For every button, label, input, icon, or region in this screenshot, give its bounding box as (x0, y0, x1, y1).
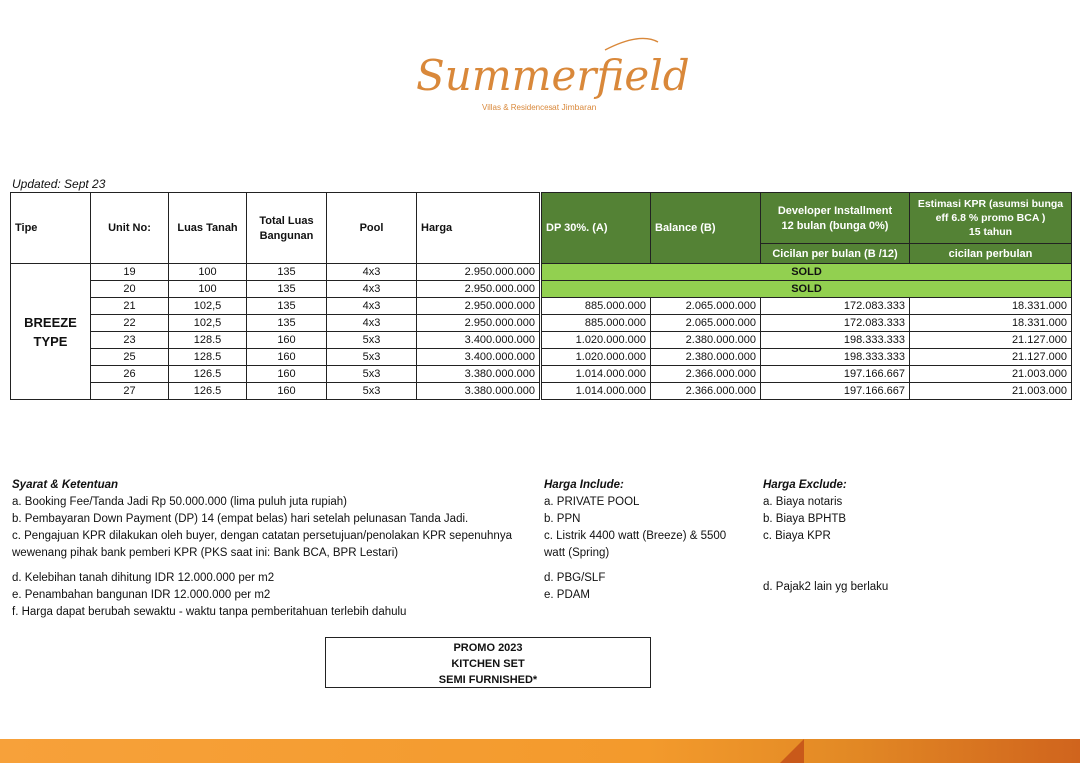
luas-tanah: 126.5 (169, 366, 247, 383)
header-kpr-sub: cicilan perbulan (910, 244, 1072, 264)
exclude-item-d: d. Pajak2 lain yg berlaku (763, 581, 889, 593)
luas-bangunan: 160 (247, 366, 327, 383)
syarat-item-e: e. Penambahan bangunan IDR 12.000.000 per m2 (12, 589, 271, 601)
harga: 2.950.000.000 (417, 264, 541, 281)
developer-installment: 198.333.333 (761, 332, 910, 349)
unit-no: 27 (91, 383, 169, 400)
kpr-estimate: 21.127.000 (910, 332, 1072, 349)
balance-value: 2.065.000.000 (651, 315, 761, 332)
luas-bangunan: 160 (247, 349, 327, 366)
exclude-title: Harga Exclude: (763, 479, 847, 491)
luas-tanah: 102,5 (169, 315, 247, 332)
include-item-b: b. PPN (544, 513, 581, 525)
dp-value: 885.000.000 (541, 298, 651, 315)
sold-badge: SOLD (541, 264, 1072, 281)
pool-size: 4x3 (327, 264, 417, 281)
harga: 2.950.000.000 (417, 281, 541, 298)
pool-size: 4x3 (327, 281, 417, 298)
table-row (11, 366, 1072, 383)
luas-tanah: 100 (169, 281, 247, 298)
harga: 3.380.000.000 (417, 383, 541, 400)
include-title: Harga Include: (544, 479, 624, 491)
include-item-c2: watt (Spring) (544, 547, 610, 559)
header-kpr-line3: 15 tahun (968, 226, 1013, 238)
harga: 3.400.000.000 (417, 349, 541, 366)
table-row (11, 383, 1072, 400)
header-total-luas (247, 193, 327, 264)
dp-value: 1.014.000.000 (541, 366, 651, 383)
table-row (11, 349, 1072, 366)
pool-size: 5x3 (327, 383, 417, 400)
dp-value: 1.020.000.000 (541, 332, 651, 349)
include-item-d: d. PBG/SLF (544, 572, 606, 584)
header-balance: Balance (B) (651, 193, 761, 264)
header-kpr-line2: eff 6.8 % promo BCA ) (935, 212, 1046, 224)
dp-value: 1.014.000.000 (541, 383, 651, 400)
table-row (11, 315, 1072, 332)
type-label-line2: TYPE (33, 333, 68, 349)
balance-value: 2.380.000.000 (651, 332, 761, 349)
syarat-item-f: f. Harga dapat berubah sewaktu - waktu tanpa pemberitahuan terlebih dahulu (12, 606, 407, 618)
developer-installment: 172.083.333 (761, 315, 910, 332)
header-pool: Pool (327, 193, 417, 264)
pool-size: 4x3 (327, 315, 417, 332)
balance-value: 2.380.000.000 (651, 349, 761, 366)
header-harga: Harga (417, 193, 541, 264)
header-dev-sub: Cicilan per bulan (B /12) (761, 244, 910, 264)
table-row (11, 298, 1072, 315)
balance-value: 2.366.000.000 (651, 383, 761, 400)
promo-line2: KITCHEN SET (451, 658, 525, 670)
logo-tagline-right: at Jimbaran (552, 102, 597, 112)
updated-date: Updated: Sept 23 (12, 177, 106, 191)
pool-size: 5x3 (327, 349, 417, 366)
kpr-estimate: 18.331.000 (910, 315, 1072, 332)
promo-line1: PROMO 2023 (453, 642, 523, 654)
unit-no: 25 (91, 349, 169, 366)
luas-bangunan: 135 (247, 315, 327, 332)
developer-installment: 198.333.333 (761, 349, 910, 366)
type-label (11, 264, 91, 400)
syarat-ketentuan (12, 477, 512, 621)
footer-band-accent (780, 739, 804, 763)
footer-band (0, 739, 1080, 763)
header-developer-installment (761, 193, 910, 244)
header-dev-line1: Developer Installment (777, 204, 893, 217)
header-unit-no: Unit No: (91, 193, 169, 264)
price-table (10, 192, 1072, 400)
luas-bangunan: 135 (247, 281, 327, 298)
include-item-e: e. PDAM (544, 589, 591, 601)
kpr-estimate: 21.127.000 (910, 349, 1072, 366)
header-dp: DP 30%. (A) (541, 193, 651, 264)
developer-installment: 197.166.667 (761, 383, 910, 400)
logo-brand: Summerfield (416, 51, 690, 100)
unit-no: 26 (91, 366, 169, 383)
table-row (11, 332, 1072, 349)
header-estimasi-kpr (910, 193, 1072, 244)
harga: 2.950.000.000 (417, 298, 541, 315)
syarat-item-c2: wewenang pihak bank pemberi KPR (PKS saat ini: Bank BCA, BPR Lestari) (12, 547, 399, 559)
harga: 3.380.000.000 (417, 366, 541, 383)
harga-exclude (763, 477, 888, 596)
harga: 2.950.000.000 (417, 315, 541, 332)
table-row (11, 281, 1072, 298)
harga: 3.400.000.000 (417, 332, 541, 349)
promo-box (325, 637, 651, 688)
type-label-line1: BREEZE (24, 314, 77, 330)
balance-value: 2.366.000.000 (651, 366, 761, 383)
luas-tanah: 126.5 (169, 383, 247, 400)
developer-installment: 197.166.667 (761, 366, 910, 383)
luas-tanah: 128.5 (169, 349, 247, 366)
luas-bangunan: 160 (247, 383, 327, 400)
promo-line3: SEMI FURNISHED* (438, 674, 538, 686)
header-kpr-line1: Estimasi KPR (asumsi bunga (917, 198, 1064, 210)
luas-tanah: 128.5 (169, 332, 247, 349)
logo-tagline-left: Villas & Residences (482, 103, 553, 112)
dp-value: 885.000.000 (541, 315, 651, 332)
harga-include (544, 477, 726, 604)
header-total-luas-line2: Bangunan (259, 229, 314, 242)
luas-bangunan: 160 (247, 332, 327, 349)
include-item-a: a. PRIVATE POOL (544, 496, 640, 508)
luas-bangunan: 135 (247, 264, 327, 281)
include-item-c1: c. Listrik 4400 watt (Breeze) & 5500 (544, 530, 727, 542)
table-row (11, 264, 1072, 281)
luas-bangunan: 135 (247, 298, 327, 315)
unit-no: 22 (91, 315, 169, 332)
dp-value: 1.020.000.000 (541, 349, 651, 366)
pool-size: 5x3 (327, 332, 417, 349)
exclude-item-c: c. Biaya KPR (763, 530, 831, 542)
syarat-title: Syarat & Ketentuan (12, 479, 119, 491)
luas-tanah: 102,5 (169, 298, 247, 315)
header-luas-tanah: Luas Tanah (169, 193, 247, 264)
developer-installment: 172.083.333 (761, 298, 910, 315)
unit-no: 19 (91, 264, 169, 281)
syarat-item-d: d. Kelebihan tanah dihitung IDR 12.000.000 per m2 (12, 572, 275, 584)
unit-no: 20 (91, 281, 169, 298)
syarat-item-c1: c. Pengajuan KPR dilakukan oleh buyer, dengan catatan persetujuan/penolakan KPR sepenuhnya (12, 530, 512, 542)
pool-size: 4x3 (327, 298, 417, 315)
sold-badge: SOLD (541, 281, 1072, 298)
unit-no: 23 (91, 332, 169, 349)
header-dev-line2: 12 bulan (bunga 0%) (781, 219, 889, 232)
header-total-luas-line1: Total Luas (259, 214, 314, 227)
exclude-item-a: a. Biaya notaris (763, 496, 843, 508)
exclude-item-b: b. Biaya BPHTB (763, 513, 847, 525)
luas-tanah: 100 (169, 264, 247, 281)
kpr-estimate: 21.003.000 (910, 366, 1072, 383)
unit-no: 21 (91, 298, 169, 315)
syarat-item-a: a. Booking Fee/Tanda Jadi Rp 50.000.000 (lima puluh juta rupiah) (12, 496, 347, 508)
header-tipe: Tipe (11, 193, 91, 264)
kpr-estimate: 18.331.000 (910, 298, 1072, 315)
kpr-estimate: 21.003.000 (910, 383, 1072, 400)
syarat-item-b: b. Pembayaran Down Payment (DP) 14 (empat belas) hari setelah pelunasan Tanda Jadi. (12, 513, 469, 525)
summerfield-logo (400, 30, 700, 120)
balance-value: 2.065.000.000 (651, 298, 761, 315)
pool-size: 5x3 (327, 366, 417, 383)
